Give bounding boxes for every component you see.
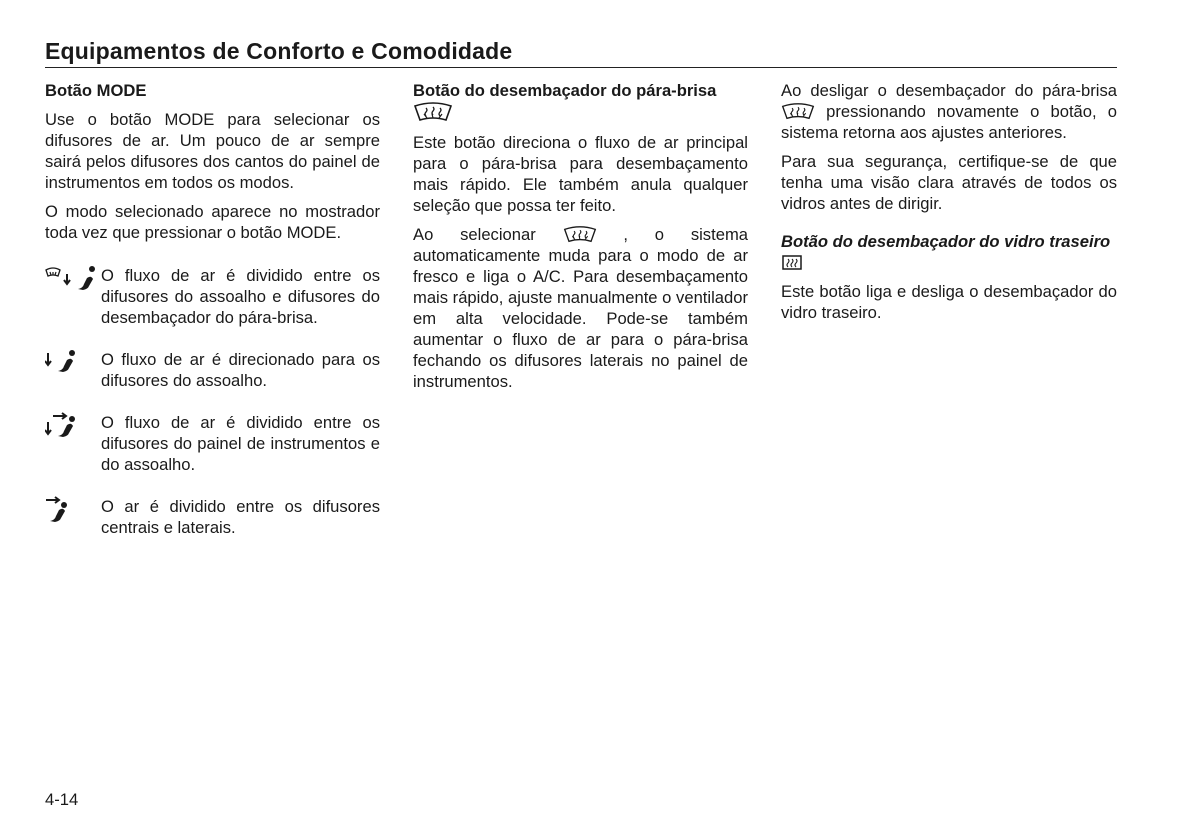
page-header [45, 36, 1117, 68]
mode-item-text: O fluxo de ar é dividido entre os difusores do assoalho e difusores do desembaçador do pára-brisa. [101, 266, 380, 327]
mode-display-paragraph: O modo selecionado aparece no mostrador toda vez que pressionar o botão MODE. [45, 202, 380, 242]
column-mode-button [45, 80, 380, 559]
turn-off-paragraph [781, 80, 1117, 143]
bi-level-mode-icon [45, 412, 101, 436]
turn-off-text: Ao desligar o desembaçador do pára-brisa [781, 81, 1117, 100]
mode-item-text: O ar é dividido entre os difusores centrais e laterais. [101, 497, 380, 537]
floor-mode-icon [45, 349, 101, 373]
safety-paragraph: Para sua segurança, certifique-se de que tenha uma visão clara através de todos os vidros antes de dirigir. [781, 152, 1117, 213]
mode-item-defrost-floor [45, 265, 380, 328]
windshield-defrost-heading [413, 80, 748, 124]
windshield-defrost-icon [781, 102, 815, 121]
windshield-defrost-paragraph-1: Este botão direciona o fluxo de ar principal para o pára-brisa para desembaçamento mais rápido. Ele também anula qualquer seleção que possa ter feito. [413, 133, 748, 215]
column-rear-defrost [781, 80, 1117, 331]
column-windshield-defrost [413, 80, 748, 400]
mode-heading: Botão MODE [45, 81, 147, 100]
mode-item-bi-level [45, 412, 380, 475]
select-text: Ao selecionar [413, 225, 536, 244]
mode-item-face [45, 496, 380, 538]
mode-item-text: O fluxo de ar é dividido entre os difusores do painel de instrumentos e do assoalho. [101, 413, 380, 474]
mode-intro-paragraph: Use o botão MODE para selecionar os difusores de ar. Um pouco de ar sempre sairá pelos difusores dos cantos do painel de instrumentos em todos os modos. [45, 110, 380, 192]
rear-defrost-heading [781, 231, 1117, 273]
page-number: 4-14 [45, 790, 79, 809]
windshield-defrost-icon [563, 225, 597, 244]
face-mode-icon [45, 496, 101, 520]
header-rule [45, 67, 1117, 68]
rear-defrost-heading-text: Botão do desembaçador do vidro traseiro [781, 232, 1111, 251]
auto-mode-text: , o sistema automaticamente muda para o modo de ar fresco e liga o A/C. Para desembaçamento mais rápido, ajuste manualmente o ventilador em alta velocidade. Pode-se também aumentar o fluxo de ar para o pára-brisa fechando os difusores laterais no painel de instrumentos. [413, 225, 748, 391]
rear-defrost-icon [781, 254, 803, 272]
press-again-text: pressionando novamente o botão, o sistema retorna aos ajustes anteriores. [781, 102, 1117, 142]
mode-item-floor [45, 349, 380, 391]
defrost-floor-mode-icon [45, 265, 101, 289]
mode-item-text: O fluxo de ar é direcionado para os difusores do assoalho. [101, 350, 380, 390]
windshield-defrost-icon [413, 101, 453, 123]
windshield-defrost-paragraph-2 [413, 224, 748, 392]
page-title: Equipamentos de Conforto e Comodidade [45, 38, 513, 64]
windshield-defrost-heading-text: Botão do desembaçador do pára-brisa [413, 81, 717, 100]
rear-defrost-paragraph: Este botão liga e desliga o desembaçador do vidro traseiro. [781, 282, 1117, 322]
